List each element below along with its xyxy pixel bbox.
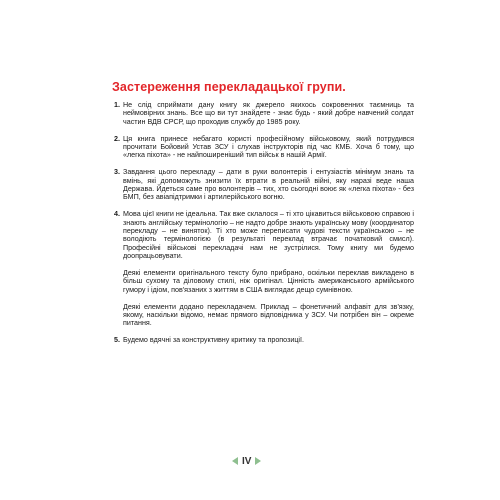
item-number: 3. [114,168,120,177]
list-item [114,168,414,202]
page-footer [232,454,261,468]
note-paragraph: Деякі елементи оригінального тексту було прибрано, оскільки переклав викладено в більш сухому та діловому стилі, ніж оригінал. Цінність американського армійського гумору і ідіом, пов'язаних з життям в США виглядає дещо сумнівною. [123,269,414,294]
item-text: Ця книга принесе небагато користі професійному військовому, який потрудився прочитати Бойовий Устав ЗСУ і слухав інструкторів під час КМБ. Хоча б тому, що «легка піхота» - не найпоширеніший тип військ в нашій Армії. [123,134,414,160]
list-item [114,135,414,160]
list-item [114,336,414,344]
list-item [114,101,414,126]
item-text: Мова цієї книги не ідеальна. Так вже склалося – ті хто цікавиться військовою справою і знають англійську термінологію – не надто добре знають українську мову (координатор перекладу – не виняток). Ті хто може переписати чудові тексти українською – не володіють термінологією (в результаті переклад втрачає початковий смисл). Професійні військові перекладачі нам не зустрілися. Тому книгу ми будемо доопрацьовувати. [123,210,414,261]
document-body [114,101,414,353]
item-text: Не слід сприймати дану книгу як джерело якихось сокровенних таємниць та неймовірних знань. Все що ви тут знайдете - знає будь - який добре навчений солдат частин ВДВ СРСР, що проходив службу до 1985 року. [123,101,414,126]
list-item [114,210,414,260]
item-number: 5. [114,336,120,345]
item-number: 2. [114,134,120,143]
item-number: 1. [114,101,120,109]
page-number: IV [242,455,252,467]
arrow-right-icon [255,457,261,465]
item-number: 4. [114,210,120,219]
section-heading: Застереження перекладацької групи. [112,80,346,94]
item-text: Завдання цього перекладу – дати в руки волонтерів і ентузіастів мінімум знань та вмінь, які допоможуть знизити їх втрати в реальній війні, яку наразі веде наша Держава. Йдеться саме про волонтерів – тих, хто сьогодні воює як «легка піхота» - без БМП, без авіапідтримки і артилерійського вогню. [123,168,414,202]
arrow-left-icon [232,457,238,465]
item-text: Будемо вдячні за конструктивну критику та пропозиції. [123,336,304,345]
note-paragraph: Деякі елементи додано перекладачем. Приклад – фонетичний алфавіт для зв'язку, якому, наскільки відомо, немає прямого відповідника у ЗСУ. Чи потрібен він – окреме питання. [123,302,414,328]
